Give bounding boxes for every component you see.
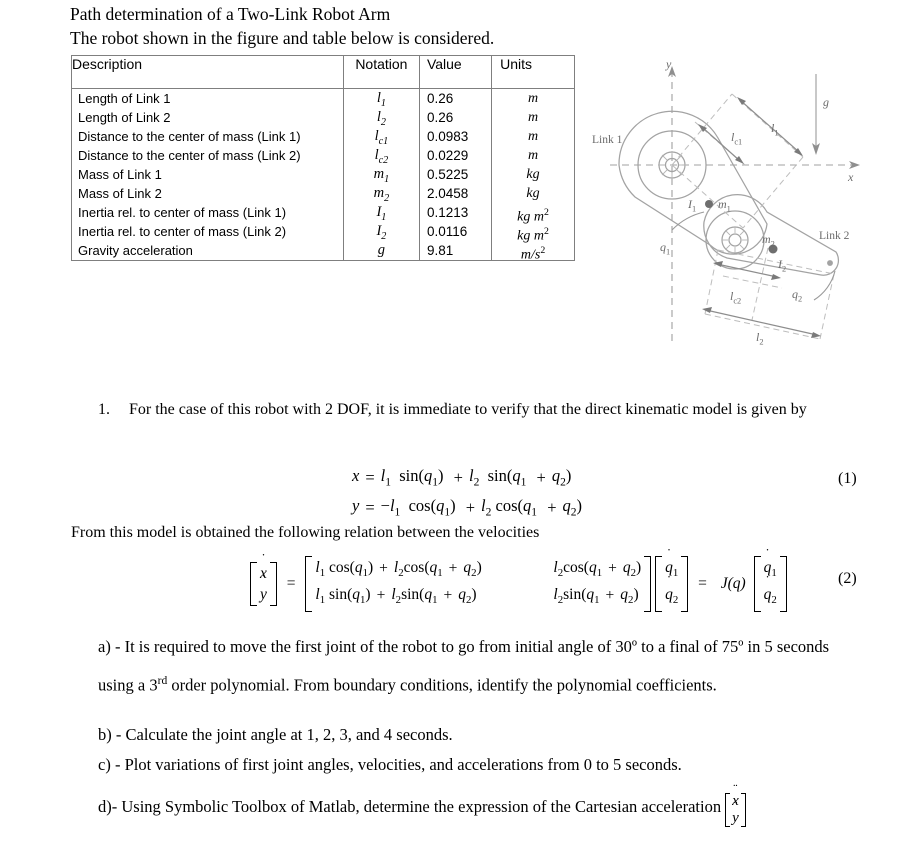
item-1-text: For the case of this robot with 2 DOF, it is immediate to verify that the direct kinematic model is given by bbox=[129, 401, 807, 418]
table-cell-notation: g bbox=[377, 242, 386, 258]
figure-label-m2: $m_2$ bbox=[762, 232, 775, 249]
item-b-text: Calculate the joint angle at 1, 2, 3, and 4 seconds. bbox=[125, 725, 453, 744]
equation-1-line-2: $y = -l_1$ $\cos(q_1) + l_2$ $\cos(q_1 + q_2)$ bbox=[352, 496, 583, 519]
parameters-table bbox=[71, 55, 575, 261]
table-header-description: Description bbox=[72, 56, 344, 89]
angle-q1-arc bbox=[672, 212, 704, 230]
figure-label-lc1: $l_{c1}$ bbox=[731, 130, 743, 147]
bracket-left bbox=[250, 562, 257, 606]
table-header-row bbox=[72, 56, 575, 89]
item-1-number: 1. bbox=[98, 401, 110, 418]
item-b-dash: - bbox=[115, 725, 122, 744]
table-cell-notation: $I_2$ bbox=[376, 223, 387, 242]
table-cell-units: m bbox=[527, 148, 539, 163]
table-cell-notation: $I_1$ bbox=[376, 204, 387, 223]
item-b-label: b) bbox=[98, 725, 112, 744]
figure-label-q2: $q_2$ bbox=[792, 287, 803, 304]
table-cell-value: 0.0229 bbox=[426, 148, 469, 163]
gravity-arrow bbox=[812, 74, 820, 155]
item-c bbox=[98, 753, 888, 776]
table-cell-units: kg $m^2$ bbox=[517, 226, 549, 244]
item-a-text-3: in 5 seconds using a 3 bbox=[98, 637, 830, 695]
item-d-text: Using Symbolic Toolbox of Matlab, determine the expression of the Cartesian acceleration bbox=[121, 796, 722, 816]
com-link1-marker bbox=[705, 200, 713, 208]
table-header-value: Value bbox=[419, 56, 491, 89]
numbered-item-1 bbox=[98, 398, 888, 421]
figure-label-gravity: g bbox=[823, 95, 829, 109]
item-a-text-2: to a final of 75 bbox=[641, 637, 739, 656]
table-cell-description: Inertia rel. to center of mass (Link 1) bbox=[78, 205, 287, 220]
table-cell-units: kg bbox=[526, 186, 540, 201]
item-c-label: c) bbox=[98, 755, 111, 774]
table-cell-description: Inertia rel. to center of mass (Link 2) bbox=[78, 224, 287, 239]
robot-arm-diagram bbox=[592, 52, 898, 367]
link1-body bbox=[619, 111, 767, 257]
bracket-left bbox=[754, 556, 761, 612]
table-cell-description: Mass of Link 1 bbox=[78, 167, 162, 182]
figure-label-x-axis: x bbox=[848, 170, 854, 184]
units-column bbox=[492, 89, 575, 261]
item-a-dash: - bbox=[114, 637, 121, 656]
figure-label-q1: $q_1$ bbox=[660, 240, 671, 257]
joint-velocity-vector-1: $q_1$ $q_2$ bbox=[655, 556, 688, 612]
item-a-degree-1: º bbox=[631, 637, 637, 656]
figure-label-link1: Link 1 bbox=[592, 134, 623, 146]
table-cell-units: m bbox=[527, 91, 539, 106]
table-cell-description: Length of Link 1 bbox=[78, 91, 171, 106]
table-cell-units: kg bbox=[526, 167, 540, 182]
dimension-l1 bbox=[737, 97, 803, 156]
dimension-lc2 bbox=[713, 261, 781, 280]
document-subtitle: The robot shown in the figure and table below is considered. bbox=[70, 28, 495, 48]
figure-label-I1: $I_1$ bbox=[688, 197, 697, 214]
table-cell-notation: $l_2$ bbox=[376, 109, 386, 128]
equation-2-number: (2) bbox=[838, 570, 857, 587]
bracket-left bbox=[655, 556, 662, 612]
item-a bbox=[98, 630, 863, 703]
item-a-degree-2: º bbox=[738, 637, 744, 656]
table-cell-value: 0.26 bbox=[426, 91, 454, 106]
joint-velocity-vector-2: $q_1$ $q_2$ bbox=[754, 556, 787, 612]
figure-label-y-axis: y bbox=[666, 57, 672, 71]
jacobian-symbol: J(q) bbox=[720, 575, 746, 593]
table-cell-units: kg $m^2$ bbox=[517, 207, 549, 225]
figure-label-I2: $I_2$ bbox=[778, 257, 787, 274]
figure-label-m1: $m_1$ bbox=[718, 197, 731, 214]
bracket-right bbox=[780, 556, 787, 612]
table-cell-value: 9.81 bbox=[426, 243, 454, 258]
equation-1 bbox=[352, 464, 582, 525]
table-cell-notation: $l_{c1}$ bbox=[374, 128, 389, 147]
item-a-ordinal: rd bbox=[157, 675, 168, 687]
figure-label-l2: $l_2$ bbox=[756, 330, 764, 347]
item-a-label: a) bbox=[98, 637, 111, 656]
figure-label-lc2: $l_{c2}$ bbox=[730, 289, 742, 306]
equation-1-line-1: $x = l_1$ $\sin(q_1) + l_2$ $\sin(q_1 + q_2)$ bbox=[352, 466, 572, 489]
table-cell-value: 2.0458 bbox=[426, 186, 469, 201]
table-cell-notation: $m_1$ bbox=[373, 166, 390, 185]
notation-column bbox=[343, 89, 419, 261]
item-b bbox=[98, 723, 888, 746]
item-a-text-4: order polynomial. From boundary conditions, identify the polynomial coefficients. bbox=[171, 675, 717, 695]
bracket-right bbox=[681, 556, 688, 612]
from-model-text: From this model is obtained the following relation between the velocities bbox=[71, 524, 540, 541]
table-cell-notation: $l_{c2}$ bbox=[374, 147, 389, 166]
item-d-label: d)- bbox=[98, 796, 118, 816]
description-column bbox=[72, 89, 344, 261]
table-body-row bbox=[72, 89, 575, 261]
item-d bbox=[98, 791, 888, 825]
table-cell-description: Distance to the center of mass (Link 1) bbox=[78, 129, 301, 144]
bracket-right bbox=[741, 793, 746, 827]
document-title: Path determination of a Two-Link Robot Arm bbox=[70, 4, 391, 24]
equation-2: x y = $l_1$ $\cos(q_1) + l_2\cos(q_1 + q_2)$ $l_2\cos(q_1 + q_2)$ $l_1$ $\sin(q_1) + l_2\sin(q_1 + q_2)$ $l_2\sin(q_1 + q_2)$ $q_1$ $q_2$ = J(q) $q_1$ $q_2$ bbox=[250, 556, 787, 612]
item-c-text: Plot variations of first joint angles, velocities, and accelerations from 0 to 5 seconds. bbox=[124, 755, 682, 774]
table-header-units: Units bbox=[492, 56, 575, 89]
equation-1-number: (1) bbox=[838, 470, 857, 487]
table-cell-units: m bbox=[527, 129, 539, 144]
table-cell-description: Gravity acceleration bbox=[78, 243, 193, 258]
table-cell-units: $m/s^2$ bbox=[520, 245, 546, 263]
table-cell-value: 0.26 bbox=[426, 110, 454, 125]
table-header-notation: Notation bbox=[343, 56, 419, 89]
item-a-text-1: It is required to move the first joint of the robot to go from initial angle of 30 bbox=[124, 637, 632, 656]
item-c-dash: - bbox=[114, 755, 121, 774]
cartesian-acceleration-vector: x y bbox=[725, 793, 746, 827]
table-cell-value: 0.0983 bbox=[426, 129, 469, 144]
table-cell-description: Length of Link 2 bbox=[78, 110, 171, 125]
bracket-right bbox=[270, 562, 277, 606]
table-cell-description: Distance to the center of mass (Link 2) bbox=[78, 148, 301, 163]
table-cell-value: 0.1213 bbox=[426, 205, 469, 220]
figure-label-l1: $l_1$ bbox=[771, 121, 779, 138]
table-cell-notation: $l_1$ bbox=[376, 90, 386, 109]
bracket-right bbox=[644, 556, 651, 612]
table-cell-units: m bbox=[527, 110, 539, 125]
table-cell-value: 0.5225 bbox=[426, 167, 469, 182]
jacobian-matrix: $l_1$ $\cos(q_1) + l_2\cos(q_1 + q_2)$ $l_2\cos(q_1 + q_2)$ $l_1$ $\sin(q_1) + l_2\sin(q_1 + q_2)$ $l_2\sin(q_1 + q_2)$ bbox=[305, 556, 651, 612]
cartesian-velocity-vector: x y bbox=[250, 562, 277, 606]
value-column bbox=[419, 89, 491, 261]
bracket-left bbox=[305, 556, 312, 612]
figure-label-link2: Link 2 bbox=[819, 230, 850, 242]
table-cell-value: 0.0116 bbox=[426, 224, 468, 239]
table-cell-notation: $m_2$ bbox=[373, 185, 390, 204]
table-cell-description: Mass of Link 2 bbox=[78, 186, 162, 201]
